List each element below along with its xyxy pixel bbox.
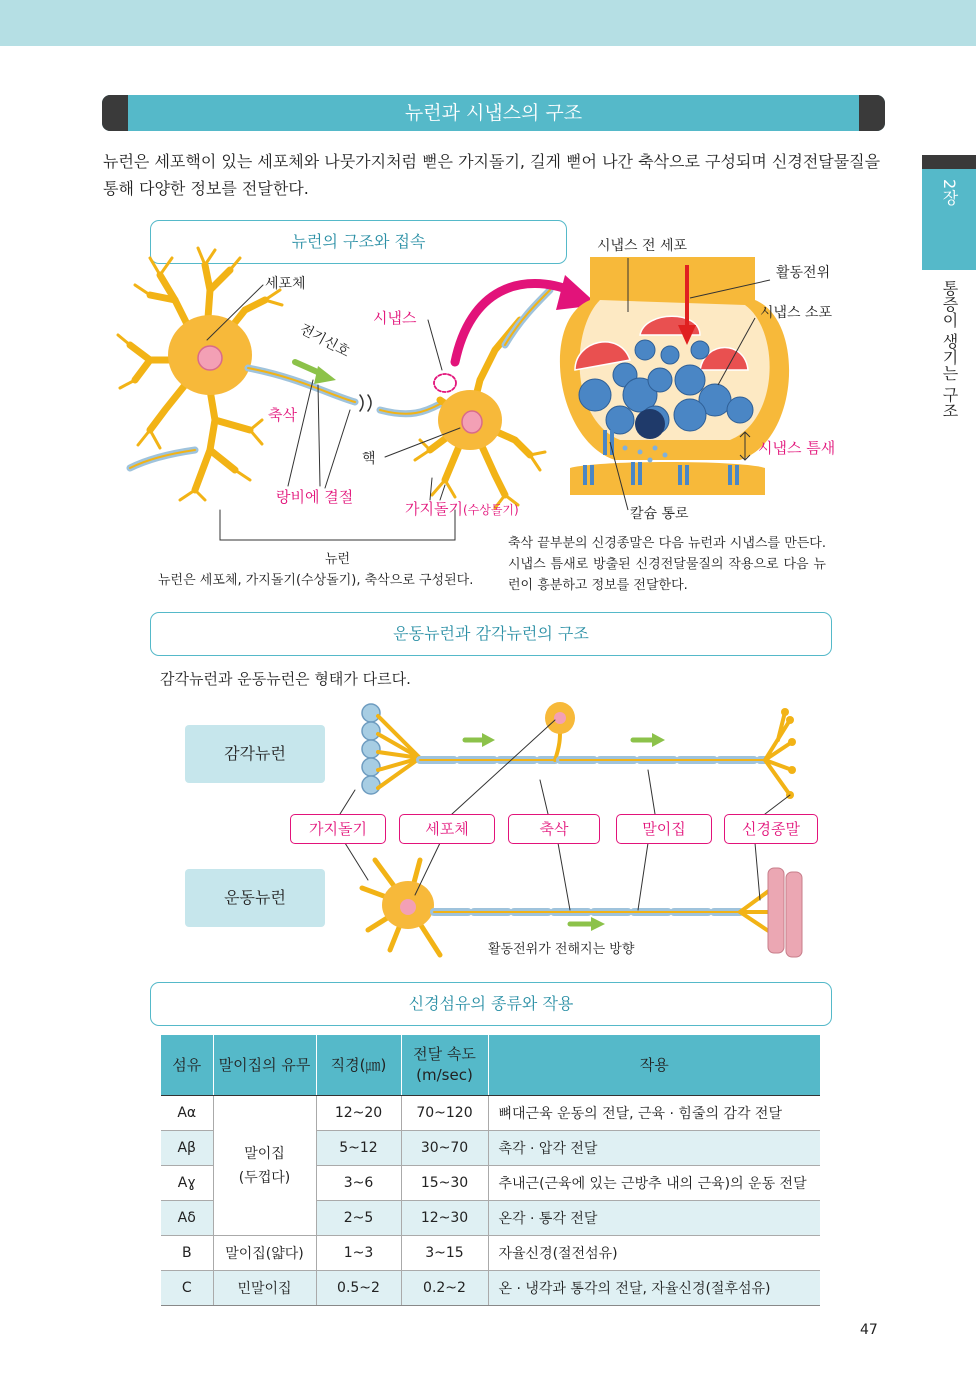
page-title: 뉴런과 시냅스의 구조 [404, 102, 583, 124]
part-myelin: 말이집 [616, 814, 712, 844]
cell-fiber: Aɣ [161, 1166, 213, 1201]
label-presynaptic-cell: 시냅스 전 세포 [597, 238, 688, 254]
label-calcium-channel: 칼슘 통로 [630, 506, 689, 522]
cell-myelin-thick: 말이집 (두껍다) [213, 1096, 316, 1236]
cell-effect: 온각 · 통각 전달 [488, 1201, 820, 1236]
cell-effect: 뼈대근육 운동의 전달, 근육 · 힘줄의 감각 전달 [488, 1096, 820, 1131]
cell-speed: 30~70 [401, 1131, 488, 1166]
table-header-row [161, 1035, 820, 1096]
section-neuron-structure-title: 뉴런의 구조와 접속 [150, 220, 567, 264]
cell-diameter: 1~3 [316, 1236, 401, 1271]
sensory-neuron-illustration [362, 702, 796, 799]
chapter-title: 통증이 생기는 구조 [940, 280, 959, 419]
part-axon: 축삭 [508, 814, 600, 844]
section2-intro: 감각뉴런과 운동뉴런은 형태가 다르다. [160, 670, 411, 688]
part-cell-body: 세포체 [399, 814, 495, 844]
label-axon: 축삭 [268, 406, 297, 424]
cell-speed: 12~30 [401, 1201, 488, 1236]
cell-effect: 자율신경(절전섬유) [488, 1236, 820, 1271]
cell-diameter: 3~6 [316, 1166, 401, 1201]
header-myelin: 말이집의 유무 [213, 1035, 316, 1096]
cell-speed: 15~30 [401, 1166, 488, 1201]
table-row [161, 1096, 820, 1131]
caption-synapse: 축삭 끝부분의 신경종말은 다음 뉴런과 시냅스를 만든다. 시냅스 틈새로 방출된 신경전달물질의 작용으로 다음 뉴런이 흥분하고 정보를 전달한다. [508, 536, 826, 593]
part-nerve-terminal: 신경종말 [724, 814, 818, 844]
cell-fiber: Aδ [161, 1201, 213, 1236]
cell-effect: 온 · 냉각과 통각의 전달, 자율신경(절후섬유) [488, 1271, 820, 1306]
caption-neuron: 뉴런은 세포체, 가지돌기(수상돌기), 축삭으로 구성된다. [158, 573, 474, 588]
section-nerve-fiber-title: 신경섬유의 종류와 작용 [150, 982, 832, 1026]
cell-speed: 0.2~2 [401, 1271, 488, 1306]
header-effect: 작용 [488, 1035, 820, 1096]
header-fiber: 섬유 [161, 1035, 213, 1096]
table-row [161, 1236, 820, 1271]
label-dendrite [405, 498, 519, 519]
label-nucleus: 핵 [362, 451, 376, 467]
cell-diameter: 12~20 [316, 1096, 401, 1131]
cell-speed: 70~120 [401, 1096, 488, 1131]
label-synaptic-cleft: 시냅스 틈새 [758, 439, 836, 457]
label-synapse: 시냅스 [373, 309, 417, 327]
table-row [161, 1271, 820, 1306]
cell-fiber: B [161, 1236, 213, 1271]
header-diameter: 직경(㎛) [316, 1035, 401, 1096]
cell-diameter: 5~12 [316, 1131, 401, 1166]
cell-effect: 촉각 · 압각 전달 [488, 1131, 820, 1166]
neuron-illustration [118, 248, 598, 540]
header-speed: 전달 속도 (m/sec) [401, 1035, 488, 1096]
label-cell-body: 세포체 [265, 276, 306, 292]
cell-diameter: 2~5 [316, 1201, 401, 1236]
label-neuron: 뉴런 [325, 552, 351, 567]
direction-label: 활동전위가 전해지는 방향 [488, 942, 635, 957]
page-number: 47 [860, 1322, 878, 1338]
sensory-neuron-label: 감각뉴런 [185, 725, 325, 783]
cell-effect: 추내근(근육에 있는 근방추 내의 근육)의 운동 전달 [488, 1166, 820, 1201]
intro-paragraph: 뉴런은 세포핵이 있는 세포체와 나뭇가지처럼 뻗은 가지돌기, 길게 뻗어 나간 축삭으로 구성되며 신경전달물질을 통해 다양한 정보를 전달한다. [103, 152, 881, 198]
label-ranvier: 랑비에 결절 [276, 488, 354, 506]
label-action-potential: 활동전위 [776, 265, 831, 281]
cell-speed: 3~15 [401, 1236, 488, 1271]
cell-fiber: Aα [161, 1096, 213, 1131]
label-dendrite-main: 가지돌기 [405, 500, 463, 518]
section-motor-sensory-title: 운동뉴런과 감각뉴런의 구조 [150, 612, 832, 656]
part-dendrite: 가지돌기 [290, 814, 386, 844]
cell-fiber: Aβ [161, 1131, 213, 1166]
label-dendrite-sub: (수상돌기) [462, 503, 519, 517]
cell-myelin: 말이집(얇다) [213, 1236, 316, 1271]
nerve-fiber-table [161, 1035, 820, 1306]
label-electric-signal: 전기신호 [296, 321, 353, 361]
cell-myelin: 민말이집 [213, 1271, 316, 1306]
cell-diameter: 0.5~2 [316, 1271, 401, 1306]
chapter-label: 2장 [940, 179, 959, 206]
label-synaptic-vesicle: 시냅스 소포 [760, 305, 833, 321]
synapse-illustration [560, 257, 789, 510]
cell-fiber: C [161, 1271, 213, 1306]
motor-neuron-label: 운동뉴런 [185, 869, 325, 927]
